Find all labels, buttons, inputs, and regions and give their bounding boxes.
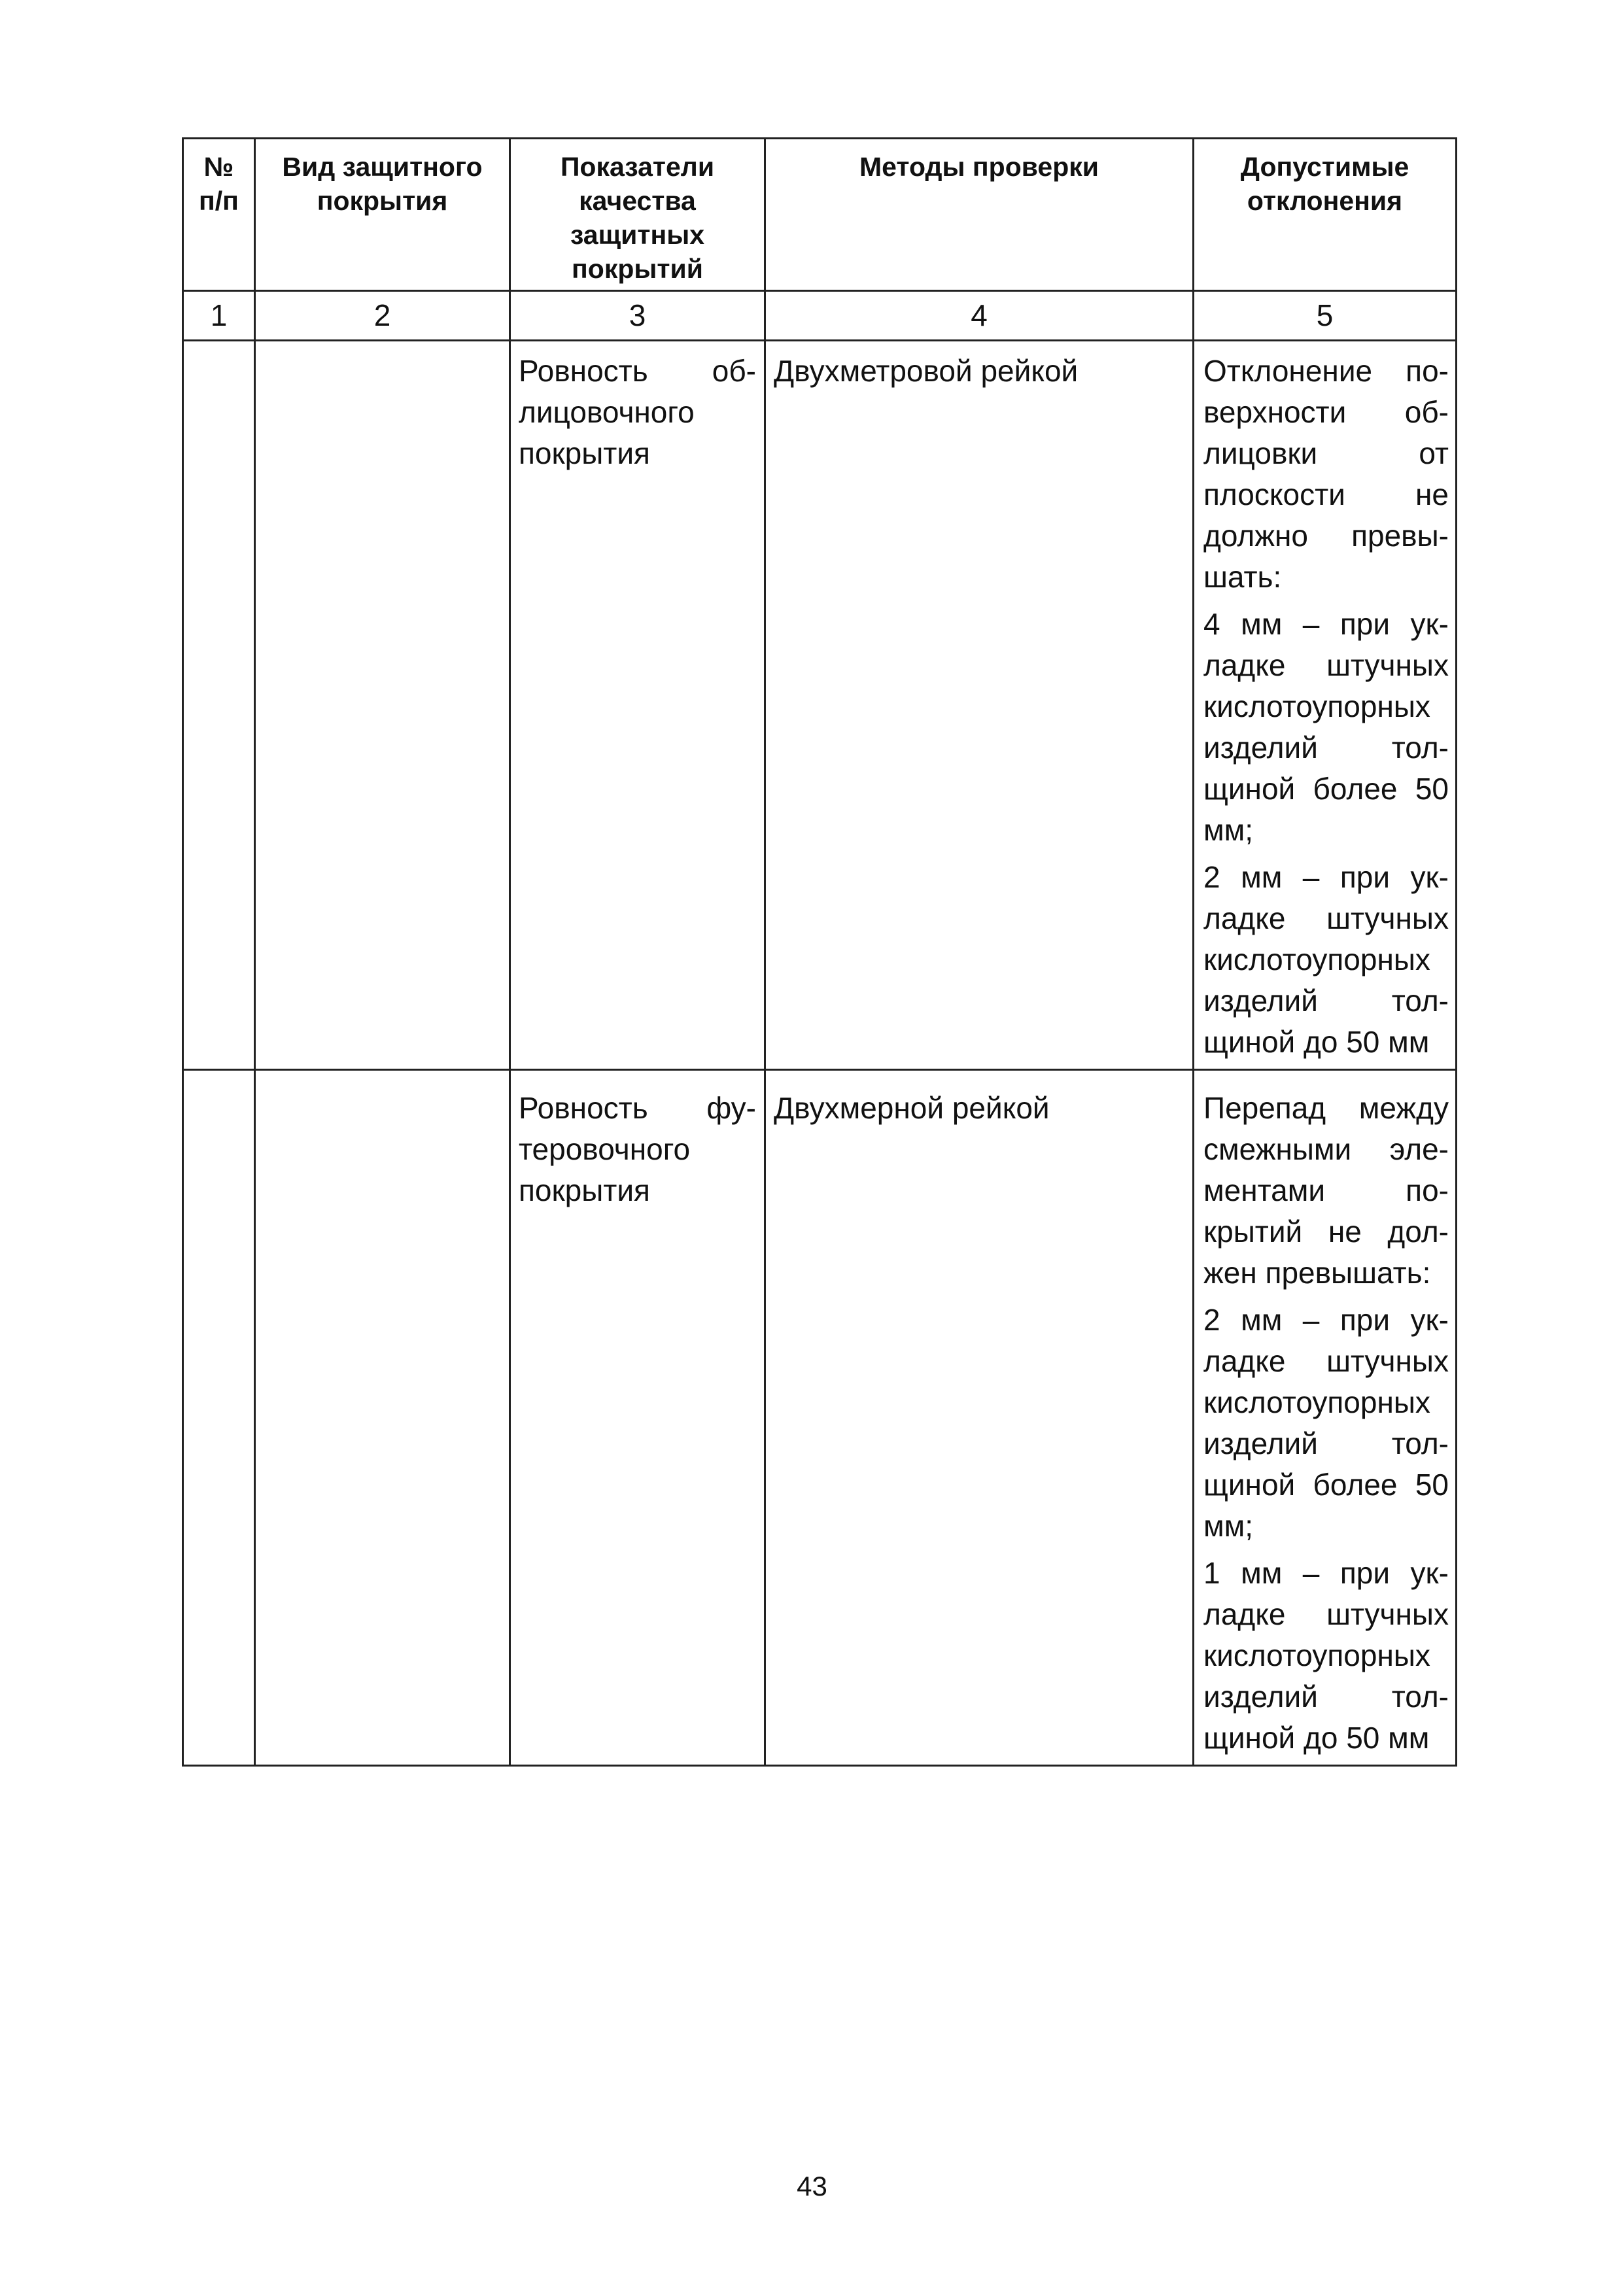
page-number: 43 xyxy=(797,2171,827,2201)
column-number: 1 xyxy=(183,291,255,341)
table-row xyxy=(183,1070,1457,1766)
tolerances-cell xyxy=(1194,341,1457,1070)
quality-control-table xyxy=(182,137,1457,1767)
header-coating-type: Вид защитного покрытия xyxy=(255,139,510,291)
row-number-cell xyxy=(183,341,255,1070)
tolerance-text: Отклонение поверхности облицовки от плоскости не должно превышать: xyxy=(1203,354,1449,594)
tolerance-text: 2 мм – при укладке штучных кислотоупорных изделий толщиной более 50 мм; xyxy=(1203,1303,1449,1543)
check-method-cell xyxy=(765,341,1194,1070)
column-number: 5 xyxy=(1194,291,1457,341)
header-quality-indicator: Показатели качества защитных покрытий xyxy=(510,139,765,291)
coating-type-cell xyxy=(255,341,510,1070)
header-number: № п/п xyxy=(183,139,255,291)
quality-indicator-text: Ровность облицовочного покрытия xyxy=(519,354,756,470)
header-tolerances: Допустимые отклонения xyxy=(1194,139,1457,291)
column-number-row xyxy=(183,291,1457,341)
check-method-text: Двухметровой рейкой xyxy=(774,354,1079,388)
check-method-text: Двухмерной рейкой xyxy=(774,1091,1050,1125)
tolerance-text: 2 мм – при укладке штучных кислотоупорных изделий толщиной до 50 мм xyxy=(1203,860,1449,1059)
column-number: 2 xyxy=(255,291,510,341)
column-number: 4 xyxy=(765,291,1194,341)
quality-indicator-text: Ровность футеровочного покрытия xyxy=(519,1091,756,1207)
tolerances-cell xyxy=(1194,1070,1457,1766)
check-method-cell xyxy=(765,1070,1194,1766)
tolerance-text: 1 мм – при укладке штучных кислотоупорных изделий толщиной до 50 мм xyxy=(1203,1556,1449,1755)
coating-type-cell xyxy=(255,1070,510,1766)
column-number: 3 xyxy=(510,291,765,341)
quality-indicator-cell xyxy=(510,341,765,1070)
header-row xyxy=(183,139,1457,291)
table-row xyxy=(183,341,1457,1070)
header-check-method: Методы проверки xyxy=(765,139,1194,291)
tolerance-text: 4 мм – при укладке штучных кислотоупорных изделий толщиной более 50 мм; xyxy=(1203,607,1449,847)
row-number-cell xyxy=(183,1070,255,1766)
quality-indicator-cell xyxy=(510,1070,765,1766)
tolerance-text: Перепад между смежными элементами покрытий не должен превышать: xyxy=(1203,1091,1449,1290)
